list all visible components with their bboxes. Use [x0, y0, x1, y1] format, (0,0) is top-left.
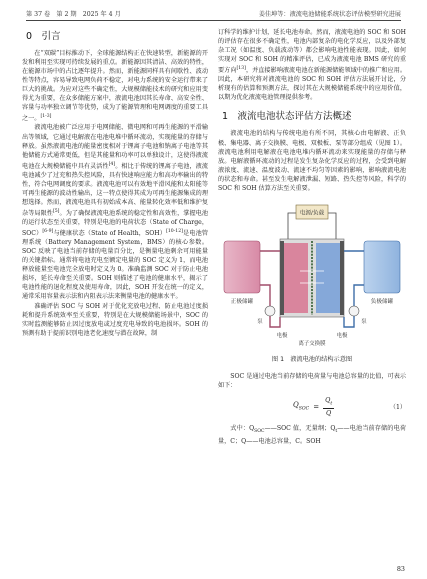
label-electrode-right: 电极 — [336, 332, 348, 339]
figure-1 — [218, 201, 406, 351]
pump-left-icon — [265, 306, 275, 316]
section-0-title: 0 引言 — [26, 31, 61, 42]
running-header — [26, 6, 401, 21]
paragraph-intro-1: 在“双碳”目标推动下，全球能源结构正在快速转型，新能源的开发和利用至实现可持续发展的重点。新能源因其清洁、高效的特性，在能源市场中的占比逐年提升。然而，新能源同样具有间歇性、波动性等特点，容易导致电网负荷不稳定，对电力系统的安全运行带来了巨大的挑战。为应对这些不确定性，大规模储能技术的研究和应用变得尤为重要，在众多储能方案中，液流电池因其长寿命、高安全性、容量与功率独立调节等优势，成为了能源管理和电网调度的重要工具之一。[1-3] — [22, 50, 208, 123]
paragraph-intro-3: 准确评估 SOC 与 SOH 对于优化充放电过程、防止电池过度损耗和提升系统效率至关重要，特别是在大规模储能场景中，SOC 的实时监测能够防止因过度放电或过度充电导致的电池损坏。SOH 的预测有助于提前识别电池老化速度与潜在故障，制 — [22, 302, 208, 337]
paragraph-where: 式中：$Q_{SOC}——SOC$ 值，无量纲；$Q_t——$电池当前存储的电荷量，C；Q——电池总容量，C。SOH — [218, 425, 406, 445]
citation[interactable]: [6-9] — [42, 229, 54, 235]
page-number: 83 — [396, 565, 405, 573]
label-pump-right: 泵 — [361, 318, 367, 325]
electrode-left — [280, 241, 284, 315]
negative-half-cell — [316, 243, 340, 313]
citation[interactable]: [4] — [108, 161, 116, 167]
positive-tank — [224, 241, 260, 293]
left-column — [22, 28, 208, 338]
paragraph-soc-definition: SOC 是通过电池当前存储的电荷量与电池总容量的比值，可表示如下： — [218, 372, 406, 389]
label-power-source: 电源/负载 — [299, 210, 325, 217]
citation[interactable]: [10-12] — [166, 229, 183, 235]
paragraph-intro-2: 液流电池被广泛应用于电网储能、微电网和可再生能源的平滑输出等领域，它通过电解液在电池电堆中循环流动，实现能量的存储与释放。虽然液流电池的能量密度相对于锂离子电池和钠离子电池等其他储能方式通常更低，但是其能量和功率可以单独设计，这使得液流电池在大规模储能中具有灵活性[4]。相比于传统的锂离子电池，液流电池减少了过充和热失控风险，具有快速响应能力和高功率输出的特性，符合电网调度的要求。液流电池可以有效地平滑风能和太阳能等可再生能源的波动性输出，这一特点使得其成为可再生能源集成的理想选择。然而，液流电池具有初始成本高、能量转化效率低和维护复杂等局限性[5]。为了确保液流电池系统的稳定性和高效性，掌握电池的运行状态至关重要，特别是电池的电荷状态（State of Charge，SOC）[6-9]与健康状态（State of Health，SOH）[10-12]是电池管理系统（Battery Management System，BMS）的核心参数。SOC 反映了电池当前存储的电量百分比，是衡量电池剩余可用能量的关键指标。通常将电池充电至额定电量的 SOC 定义为 1，而电池释放能量至电池完全放电时定义为 0。准确监测 SOC 对于防止电池损坏，延长寿命至关重要。SOH 则描述了电池的健康水平，揭示了电池性能的退化程度及使用寿命，因此，SOH 开发在统一的定义，通常采用容量表示法和内阻表示法来衡量电池的健康水平。 — [22, 124, 208, 301]
journal-issue: 第 37 卷 第 2 期 2025 年 4 月 — [26, 10, 121, 18]
label-membrane: 离子交换膜 — [298, 340, 326, 347]
label-pump-left: 泵 — [257, 318, 263, 325]
paragraph-structure: 液流电池的结构与传统电池有所不同，其核心由电解液、正负极、集电器、离子交换膜、电极、双极板、泵等部分组成（见图 1）。液流电池利用电解液在电池电堆内循环流动来实现能量的存储与释放。电解液循环流动的过程是发生复杂化学反应的过程，会受到电解液浓度、流速、温度波动、流速不均匀等因素的影响，影响液流电池的状态和寿命。甚至发生电解液泄漏、短路、热失控等风险，科学的 SOC 和 SOH 估算方法至关重要。 — [218, 130, 406, 192]
article-running-title: 姜佳坤等：液流电池储能系统状态评估模型研究进展 — [258, 10, 401, 18]
positive-half-cell — [284, 243, 308, 313]
section-1-title: 1 液流电池状态评估方法概述 — [222, 111, 352, 123]
citation[interactable]: [1-3] — [40, 114, 52, 120]
flow-battery-diagram — [218, 201, 406, 351]
pump-right-icon — [349, 306, 359, 316]
negative-tank — [364, 241, 400, 293]
right-column — [218, 28, 406, 446]
label-positive-tank: 正极储罐 — [230, 298, 254, 305]
label-negative-tank: 负极储罐 — [370, 298, 394, 305]
figure-1-caption: 图 1 液流电池的结构示意图 — [271, 355, 353, 363]
electrode-right — [340, 241, 344, 315]
equation-1 — [218, 396, 406, 418]
citation[interactable]: [13] — [236, 66, 246, 72]
paragraph-continued: 订科学的维护计划，延长电池寿命。然而，液流电池的 SOC 和 SOH 的评估存在很多不确定性，电池内部复杂的电化学反应，以及外部复杂工况（如温度、负载波动等）都会影响电池性能表现。因此，如何实现对 SOC 和 SOH 的精准评估，已成为液流电池 BMS 研究的重要方向[13]，并直接影响液流电池在新能源储能领域中的推广和应用。因此，本研究将对液流电池的 SOC 和 SOH 评估方法展开讨论，分析现有的估算和预测方法，探讨其在大规模储能系统中的应用价值，以期为优化液流电池管理提供参考。 — [218, 29, 406, 102]
equation-number: （1） — [389, 403, 406, 411]
equation-formula: $Q_{SOC}$ = $\frac{Q_t}{Q}$ — [293, 395, 333, 418]
label-electrode-left: 电极 — [276, 332, 288, 339]
citation[interactable]: [5] — [52, 208, 60, 214]
